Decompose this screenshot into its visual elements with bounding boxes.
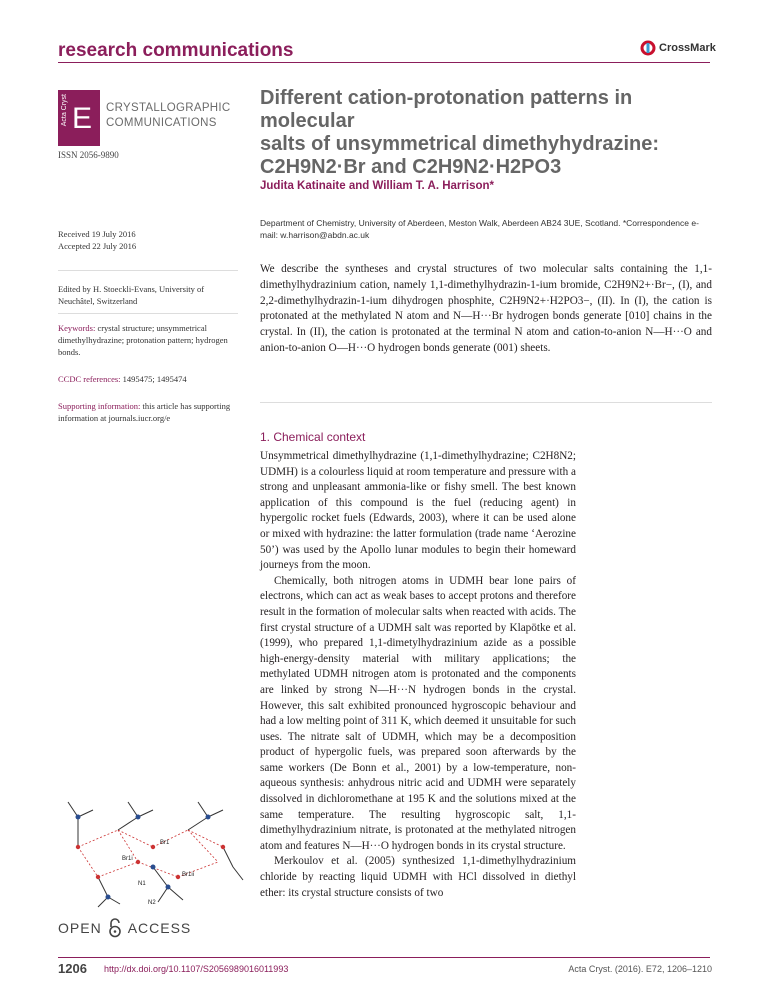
title-line1: Different cation-protonation patterns in molecular: [260, 87, 633, 132]
journal-name: [106, 101, 231, 131]
label-br1i: Br1i: [122, 856, 133, 862]
hydrogen-bonds: [78, 830, 223, 877]
ccdc-references: [58, 373, 233, 385]
open-access-right: ACCESS: [127, 920, 192, 936]
abstract-divider: [260, 402, 712, 403]
open-access-badge: [58, 918, 191, 938]
affiliation: Department of Chemistry, University of Aberdeen, Meston Walk, Aberdeen AB24 3UE, Scotland. *Correspondence e-mail: w.harrison@abdn.ac.uk: [260, 218, 699, 240]
paragraph: Merkoulov et al. (2005) synthesized 1,1-dimethylhydrazinium chloride by reacting liquid UDMH with HCl dissolved in diethyl ether: its crystal structure consists of two: [260, 855, 576, 899]
header-rule: [58, 62, 710, 63]
article-title: [260, 87, 715, 179]
label-br1ii: Br1ii: [182, 872, 195, 878]
keywords-text: crystal structure; unsymmetrical dimethylhydrazine; protonation pattern; hydrogen bonds.: [58, 323, 228, 357]
label-br1: Br1: [160, 840, 170, 846]
body-text: [260, 449, 576, 901]
ccdc-values[interactable]: 1495475; 1495474: [122, 374, 187, 384]
structure-figure: [58, 792, 248, 912]
section-heading: 1. Chemical context: [260, 430, 366, 444]
editor-info: Edited by H. Stoeckli-Evans, University of Neuchâtel, Switzerland: [58, 284, 205, 306]
molecular-bonds: [68, 802, 243, 907]
issn: ISSN 2056-9890: [58, 150, 119, 160]
crossmark-label: CrossMark: [659, 42, 716, 54]
footer-rule: [58, 957, 710, 958]
keywords-label: Keywords:: [58, 323, 96, 333]
paragraph: Unsymmetrical dimethylhydrazine (1,1-dimethylhydrazine; C2H8N2; UDMH) is a colourless liquid at room temperature and pressure with a strong and unpleasant ammonia-like or fishy smell. The best known application of this compound is the fuel (reducing agent) in hypergolic rocket fuels (Edwards, 2003), where it can be used alone or mixed with hydrazine: the latter formulation (trade name ‘Aerozine 50’) was used by the Apollo lunar modules to begin their homeward journeys from the moon.: [260, 450, 576, 572]
journal-name-line2: COMMUNICATIONS: [106, 117, 217, 129]
crossmark-icon: [640, 40, 656, 56]
received-date: Received 19 July 2016: [58, 229, 136, 239]
accepted-date: Accepted 22 July 2016: [58, 241, 137, 251]
title-line3: C2H9N2·Br and C2H9N2·H2PO3: [260, 156, 562, 178]
label-n1: N1: [138, 881, 146, 887]
open-access-left: OPEN: [58, 920, 102, 936]
journal-logo: [58, 90, 100, 146]
supp-label: Supporting information:: [58, 401, 141, 411]
sidebar-divider: [58, 270, 238, 271]
ccdc-label: CCDC references:: [58, 374, 121, 384]
page-number: 1206: [58, 961, 87, 976]
keywords: [58, 322, 233, 358]
supp-text[interactable]: this article has supporting information at journals.iucr.org/e: [58, 401, 231, 423]
crossmark-badge[interactable]: [640, 40, 716, 56]
article-dates: [58, 228, 233, 252]
label-n2: N2: [148, 900, 156, 906]
title-line2: salts of unsymmetrical dimethyhydrazine:: [260, 133, 660, 155]
journal-name-line1: CRYSTALLOGRAPHIC: [106, 102, 231, 114]
paragraph: Chemically, both nitrogen atoms in UDMH bear lone pairs of electrons, which can act as weak bases to accept protons and therefore result in the formation of molecular salts when reacted with acids. The first crystal structure of a UDMH salt was reported by Klapötke et al. (1999), who prepared 1,1-dimetylhydrazinium azide as a possible high-energy-density material with military applications; the methylated UDMH nitrogen atom is protonated and the components are linked by strong N—H···N hydrogen bonds in the crystal. However, this salt exhibited pronounced hygroscopic behaviour and had a low melting point of 311 K, which deemed it unsuitable for such uses. The nitrate salt of UDMH, which may be a decomposition product of hypergolic fuels, was prepared soon afterwards by the same workers (De Bonn et al., 2001) by a low-temperature, non-aqueous synthesis: anhydrous nitric acid and UDMH were separately dissolved in dichloromethane at 195 K and the solutions mixed at the same temperature. The resulting hygroscopic salt, 1,1-dimethylhydrazinium nitrate, is protonated at the methylated nitrogen atom and features N—H···O hydrogen bonds in its crystal structure.: [260, 574, 576, 852]
supporting-info: [58, 400, 233, 424]
open-lock-icon: [108, 918, 122, 938]
abstract: We describe the syntheses and crystal structures of two molecular salts containing the 1,1-dimethylhydrazinium cation, namely 1,1-dimethylhydrazin-1-ium bromide, C2H9N2+·Br−, (I), and 2,2-dimethylhydrazin-1-ium dihydrogen phosphite, C2H9N2+·H2PO3−, (II). In (I), the cation is protonated at the methylated N atom and N—H···Br hydrogen bonds generate [010] chains in the crystal. In (II), the cation is protonated at the terminal N atom and cation-to-anion N—H···O and anion-to-anion O—H···O hydrogen bonds generate (001) sheets.: [260, 263, 712, 354]
bromine-atoms: [76, 845, 225, 879]
section-header: research communications: [58, 40, 294, 61]
doi-link[interactable]: http://dx.doi.org/10.1107/S2056989016011993: [104, 964, 289, 974]
logo-letter: E: [72, 102, 93, 135]
sidebar-divider: [58, 313, 238, 314]
logo-vertical-text: Acta Cryst: [61, 94, 68, 127]
authors: Judita Katinaite and William T. A. Harrison*: [260, 180, 494, 192]
journal-citation: Acta Cryst. (2016). E72, 1206–1210: [568, 964, 712, 974]
